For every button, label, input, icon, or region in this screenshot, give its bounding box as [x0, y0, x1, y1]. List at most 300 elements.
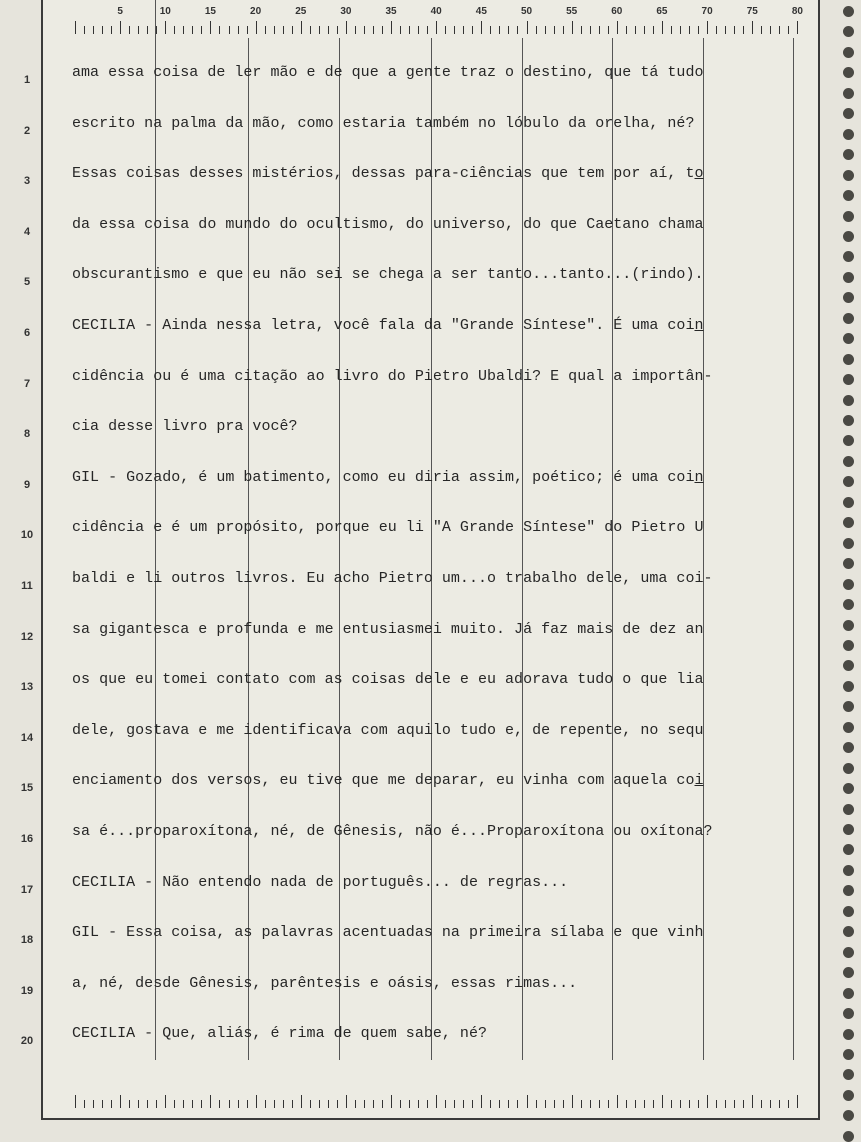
ruler-tick: [707, 21, 708, 34]
ruler-tick: [490, 26, 491, 34]
binding-hole: [843, 395, 854, 406]
binding-hole: [843, 844, 854, 855]
ruler-number: 20: [250, 6, 262, 17]
text-line: [72, 418, 298, 435]
ruler-tick: [265, 26, 266, 34]
text-segment: CECILIA - Que, aliás, é rima de quem sabe, né?: [72, 1025, 487, 1043]
ruler-tick: [499, 26, 500, 34]
binding-hole: [843, 579, 854, 590]
ruler-number: 15: [204, 6, 216, 17]
ruler-tick: [463, 1100, 464, 1108]
ruler-tick: [517, 26, 518, 34]
ruler-tick: [328, 1100, 329, 1108]
ruler-tick: [554, 1100, 555, 1108]
ruler-tick: [391, 21, 392, 34]
ruler-tick: [761, 1100, 762, 1108]
ruler-tick: [626, 26, 627, 34]
binding-hole: [843, 538, 854, 549]
ruler-tick: [590, 1100, 591, 1108]
ruler-tick: [752, 21, 753, 34]
binding-hole: [843, 640, 854, 651]
ruler-tick: [725, 26, 726, 34]
ruler-tick: [319, 1100, 320, 1108]
ruler-tick: [572, 21, 573, 34]
binding-hole: [843, 67, 854, 78]
line-number: 16: [20, 833, 34, 845]
binding-hole: [843, 926, 854, 937]
ruler-tick: [698, 26, 699, 34]
ruler-tick: [644, 1100, 645, 1108]
ruler-tick: [779, 26, 780, 34]
ruler-tick: [391, 1095, 392, 1108]
ruler-tick: [545, 1100, 546, 1108]
ruler-tick: [481, 21, 482, 34]
ruler-tick: [138, 1100, 139, 1108]
ruler-tick: [256, 1095, 257, 1108]
ruler-tick: [517, 1100, 518, 1108]
binding-hole: [843, 1069, 854, 1080]
ruler-tick: [165, 1095, 166, 1108]
text-line: [72, 368, 713, 385]
binding-holes: [836, 0, 861, 1140]
text-line: [72, 570, 713, 587]
text-line: [72, 671, 704, 688]
ruler-tick: [156, 1100, 157, 1108]
binding-hole: [843, 599, 854, 610]
ruler-tick: [310, 26, 311, 34]
ruler-tick: [635, 26, 636, 34]
ruler-number: 40: [430, 6, 442, 17]
binding-hole: [843, 906, 854, 917]
line-number: 9: [23, 478, 31, 491]
ruler-tick: [102, 26, 103, 34]
ruler-tick: [93, 26, 94, 34]
line-number: 15: [20, 782, 34, 795]
ruler-tick: [563, 1100, 564, 1108]
line-number: 17: [20, 883, 34, 896]
ruler-tick: [734, 1100, 735, 1108]
text-segment: CECILIA - Não entendo nada de português... de regras...: [72, 873, 569, 891]
ruler-tick: [527, 1095, 528, 1108]
ruler-tick: [355, 26, 356, 34]
ruler-tick: [572, 1095, 573, 1108]
binding-hole: [843, 476, 854, 487]
ruler-tick: [120, 1095, 121, 1108]
ruler-tick: [147, 1100, 148, 1108]
ruler-tick: [716, 1100, 717, 1108]
text-segment: sa gigantesca e profunda e me entusiasmei muito. Já faz mais de dez an: [72, 620, 704, 638]
binding-hole: [843, 988, 854, 999]
ruler-tick: [373, 26, 374, 34]
ruler-tick: [527, 21, 528, 34]
line-number: 3: [23, 175, 31, 188]
binding-hole: [843, 558, 854, 569]
text-line: [72, 722, 704, 739]
line-number: 14: [20, 731, 34, 744]
column-guide-line: [522, 38, 523, 1060]
text-segment: enciamento dos versos, eu tive que me deparar, eu vinha com aquela co: [72, 772, 695, 790]
text-segment: GIL - Gozado, é um batimento, como eu diria assim, poético; é uma coi: [72, 468, 695, 486]
ruler-tick: [238, 26, 239, 34]
ruler-tick: [210, 21, 211, 34]
text-line: [72, 266, 704, 283]
binding-hole: [843, 681, 854, 692]
ruler-tick: [84, 26, 85, 34]
ruler-tick: [183, 1100, 184, 1108]
ruler-tick: [608, 1100, 609, 1108]
ruler-tick: [436, 21, 437, 34]
binding-hole: [843, 701, 854, 712]
line-number: 11: [21, 580, 33, 592]
ruler-number: 45: [475, 6, 487, 17]
ruler-tick: [554, 26, 555, 34]
ruler-tick: [373, 1100, 374, 1108]
binding-hole: [843, 722, 854, 733]
text-line: [72, 823, 713, 840]
ruler-tick: [788, 26, 789, 34]
binding-hole: [843, 354, 854, 365]
text-segment: sa é...proparoxítona, né, de Gênesis, não é...Proparoxítona ou oxítona?: [72, 823, 713, 840]
binding-hole: [843, 435, 854, 446]
binding-hole: [843, 456, 854, 467]
text-line: [72, 772, 704, 789]
binding-hole: [843, 1008, 854, 1019]
ruler-tick: [201, 1100, 202, 1108]
text-segment: escrito na palma da mão, como estaria também no lóbulo da orelha, né?: [72, 114, 695, 132]
column-guide-line: [793, 38, 794, 1060]
ruler-tick: [111, 26, 112, 34]
ruler-tick: [734, 26, 735, 34]
ruler-tick: [147, 26, 148, 34]
ruler-tick: [301, 21, 302, 34]
ruler-tick: [337, 1100, 338, 1108]
ruler-tick: [400, 1100, 401, 1108]
text-segment: a, né, desde Gênesis, parêntesis e oásis, essas rimas...: [72, 974, 578, 992]
ruler-tick: [797, 1095, 798, 1108]
ruler-tick: [761, 26, 762, 34]
ruler-number: 35: [385, 6, 397, 17]
binding-hole: [843, 947, 854, 958]
ruler-tick: [617, 1095, 618, 1108]
underlined-char: o: [694, 165, 704, 183]
ruler-tick: [472, 1100, 473, 1108]
underlined-char: n: [694, 317, 704, 334]
ruler-tick: [445, 1100, 446, 1108]
ruler-tick: [174, 26, 175, 34]
binding-hole: [843, 231, 854, 242]
binding-hole: [843, 108, 854, 119]
binding-hole: [843, 1131, 854, 1142]
ruler-tick: [770, 26, 771, 34]
binding-hole: [843, 333, 854, 344]
ruler-tick: [707, 1095, 708, 1108]
text-segment: cidência ou é uma citação ao livro do Pietro Ubaldi? E qual a importân-: [72, 367, 713, 385]
column-guide-line: [612, 38, 613, 1060]
line-number: 4: [23, 225, 31, 238]
ruler-tick: [563, 26, 564, 34]
text-segment: cia desse livro pra você?: [72, 418, 298, 436]
ruler-tick: [247, 1100, 248, 1108]
binding-hole: [843, 1090, 854, 1101]
column-guide-line: [339, 38, 340, 1060]
text-line: [72, 216, 704, 233]
line-number: 12: [20, 630, 34, 643]
top-ruler: [75, 6, 803, 34]
ruler-tick: [265, 1100, 266, 1108]
ruler-tick: [427, 1100, 428, 1108]
text-line: [72, 469, 704, 486]
line-number: 20: [20, 1035, 34, 1048]
ruler-tick: [671, 26, 672, 34]
ruler-tick: [382, 26, 383, 34]
ruler-tick: [174, 1100, 175, 1108]
text-line: [72, 519, 704, 536]
line-number: 10: [20, 529, 34, 542]
ruler-tick: [644, 26, 645, 34]
ruler-tick: [463, 26, 464, 34]
column-guide-line: [431, 38, 432, 1060]
line-number: 7: [23, 377, 31, 390]
ruler-tick: [590, 26, 591, 34]
ruler-tick: [445, 26, 446, 34]
binding-hole: [843, 804, 854, 815]
ruler-tick: [409, 1100, 410, 1108]
ruler-number: 55: [566, 6, 578, 17]
ruler-tick: [102, 1100, 103, 1108]
binding-hole: [843, 88, 854, 99]
ruler-tick: [788, 1100, 789, 1108]
binding-hole: [843, 1110, 854, 1121]
ruler-tick: [418, 1100, 419, 1108]
ruler-tick: [229, 26, 230, 34]
text-line: [72, 924, 704, 941]
ruler-tick: [129, 26, 130, 34]
ruler-tick: [93, 1100, 94, 1108]
ruler-tick: [156, 26, 157, 34]
text-line: [72, 874, 568, 891]
ruler-tick: [454, 26, 455, 34]
ruler-number: 10: [159, 6, 171, 17]
ruler-tick: [111, 1100, 112, 1108]
bottom-ruler: [75, 1094, 797, 1108]
line-number: 8: [23, 428, 31, 441]
ruler-tick: [680, 26, 681, 34]
binding-hole: [843, 149, 854, 160]
ruler-tick: [84, 1100, 85, 1108]
ruler-tick: [770, 1100, 771, 1108]
ruler-tick: [219, 1100, 220, 1108]
binding-hole: [843, 47, 854, 58]
text-segment: GIL - Essa coisa, as palavras acentuadas na primeira sílaba e que vinh: [72, 924, 704, 942]
column-guide-line: [248, 38, 249, 1060]
ruler-tick: [653, 1100, 654, 1108]
ruler-tick: [229, 1100, 230, 1108]
ruler-tick: [536, 26, 537, 34]
binding-hole: [843, 190, 854, 201]
ruler-tick: [301, 1095, 302, 1108]
ruler-tick: [274, 1100, 275, 1108]
binding-hole: [843, 374, 854, 385]
underlined-char: n: [694, 468, 704, 486]
text-segment: dele, gostava e me identificava com aquilo tudo e, de repente, no sequ: [72, 721, 704, 739]
binding-hole: [843, 865, 854, 876]
line-number: 6: [23, 327, 31, 339]
ruler-tick: [599, 1100, 600, 1108]
text-segment: Essas coisas desses mistérios, dessas para-ciências que tem por aí, t: [72, 165, 695, 183]
ruler-tick: [364, 1100, 365, 1108]
ruler-tick: [752, 1095, 753, 1108]
ruler-tick: [283, 1100, 284, 1108]
line-number: 18: [20, 934, 34, 947]
ruler-tick: [346, 1095, 347, 1108]
line-number: 2: [23, 124, 31, 137]
ruler-tick: [292, 1100, 293, 1108]
ruler-number: 75: [746, 6, 758, 17]
binding-hole: [843, 824, 854, 835]
ruler-tick: [454, 1100, 455, 1108]
binding-hole: [843, 170, 854, 181]
ruler-tick: [689, 26, 690, 34]
ruler-tick: [219, 26, 220, 34]
ruler-tick: [508, 26, 509, 34]
ruler-tick: [337, 26, 338, 34]
ruler-tick: [328, 26, 329, 34]
ruler-tick: [75, 1095, 76, 1108]
ruler-tick: [138, 26, 139, 34]
text-segment: os que eu tomei contato com as coisas dele e eu adorava tudo o que lia: [72, 671, 704, 689]
binding-hole: [843, 292, 854, 303]
text-line: [72, 621, 704, 638]
binding-hole: [843, 763, 854, 774]
binding-hole: [843, 6, 854, 17]
ruler-tick: [355, 1100, 356, 1108]
column-guide-line: [703, 38, 704, 1060]
ruler-tick: [210, 1095, 211, 1108]
ruler-tick: [545, 26, 546, 34]
binding-hole: [843, 742, 854, 753]
ruler-tick: [635, 1100, 636, 1108]
binding-hole: [843, 251, 854, 262]
text-line: [72, 115, 694, 132]
ruler-number: 80: [791, 6, 803, 17]
ruler-tick: [247, 26, 248, 34]
ruler-tick: [472, 26, 473, 34]
binding-hole: [843, 885, 854, 896]
line-number: 5: [23, 276, 31, 289]
binding-hole: [843, 26, 854, 37]
text-line: [72, 165, 704, 182]
binding-hole: [843, 1049, 854, 1060]
binding-hole: [843, 497, 854, 508]
ruler-tick: [382, 1100, 383, 1108]
binding-hole: [843, 1029, 854, 1040]
ruler-number: 65: [656, 6, 668, 17]
ruler-tick: [364, 26, 365, 34]
ruler-tick: [256, 21, 257, 34]
ruler-tick: [319, 26, 320, 34]
ruler-tick: [626, 1100, 627, 1108]
binding-hole: [843, 620, 854, 631]
binding-hole: [843, 517, 854, 528]
ruler-number: 50: [520, 6, 533, 17]
text-segment: CECILIA - Ainda nessa letra, você fala da "Grande Síntese". É uma coi: [72, 317, 695, 334]
ruler-tick: [409, 26, 410, 34]
ruler-number: 70: [701, 6, 713, 17]
binding-hole: [843, 272, 854, 283]
ruler-tick: [183, 26, 184, 34]
ruler-tick: [238, 1100, 239, 1108]
ruler-tick: [671, 1100, 672, 1108]
ruler-tick: [120, 21, 121, 34]
ruler-number: 5: [117, 6, 123, 17]
line-number: 13: [20, 681, 34, 694]
binding-hole: [843, 415, 854, 426]
ruler-number: 25: [295, 6, 307, 17]
ruler-tick: [490, 1100, 491, 1108]
ruler-tick: [725, 1100, 726, 1108]
ruler-tick: [499, 1100, 500, 1108]
ruler-tick: [662, 21, 663, 34]
ruler-tick: [779, 1100, 780, 1108]
line-number: 1: [23, 74, 31, 86]
ruler-tick: [743, 1100, 744, 1108]
ruler-tick: [797, 21, 798, 34]
ruler-tick: [653, 26, 654, 34]
ruler-tick: [698, 1100, 699, 1108]
ruler-tick: [165, 21, 166, 34]
ruler-tick: [680, 1100, 681, 1108]
underlined-char: i: [694, 772, 704, 790]
ruler-tick: [436, 1095, 437, 1108]
text-line: [72, 975, 577, 992]
ruler-number: 30: [340, 6, 352, 17]
text-line: [72, 317, 704, 334]
ruler-tick: [689, 1100, 690, 1108]
ruler-tick: [581, 1100, 582, 1108]
ruler-tick: [346, 21, 347, 34]
line-number: 19: [20, 984, 34, 997]
ruler-tick: [192, 1100, 193, 1108]
ruler-tick: [581, 26, 582, 34]
ruler-tick: [536, 1100, 537, 1108]
ruler-tick: [418, 26, 419, 34]
ruler-tick: [201, 26, 202, 34]
ruler-tick: [427, 26, 428, 34]
binding-hole: [843, 660, 854, 671]
text-segment: baldi e li outros livros. Eu acho Pietro um...o trabalho dele, uma coi-: [72, 570, 713, 587]
ruler-tick: [481, 1095, 482, 1108]
ruler-tick: [274, 26, 275, 34]
ruler-tick: [75, 21, 76, 34]
ruler-tick: [608, 26, 609, 34]
text-line: [72, 64, 704, 81]
binding-hole: [843, 967, 854, 978]
ruler-tick: [599, 26, 600, 34]
text-line: [72, 1025, 487, 1042]
ruler-tick: [129, 1100, 130, 1108]
ruler-number: 60: [611, 6, 623, 17]
text-segment: cidência e é um propósito, porque eu li "A Grande Síntese" do Pietro U: [72, 519, 704, 537]
ruler-tick: [743, 26, 744, 34]
ruler-tick: [508, 1100, 509, 1108]
text-segment: da essa coisa do mundo do ocultismo, do universo, do que Caetano chama: [72, 215, 704, 233]
ruler-tick: [617, 21, 618, 34]
ruler-tick: [192, 26, 193, 34]
binding-hole: [843, 313, 854, 324]
ruler-tick: [310, 1100, 311, 1108]
ruler-tick: [662, 1095, 663, 1108]
ruler-tick: [716, 26, 717, 34]
